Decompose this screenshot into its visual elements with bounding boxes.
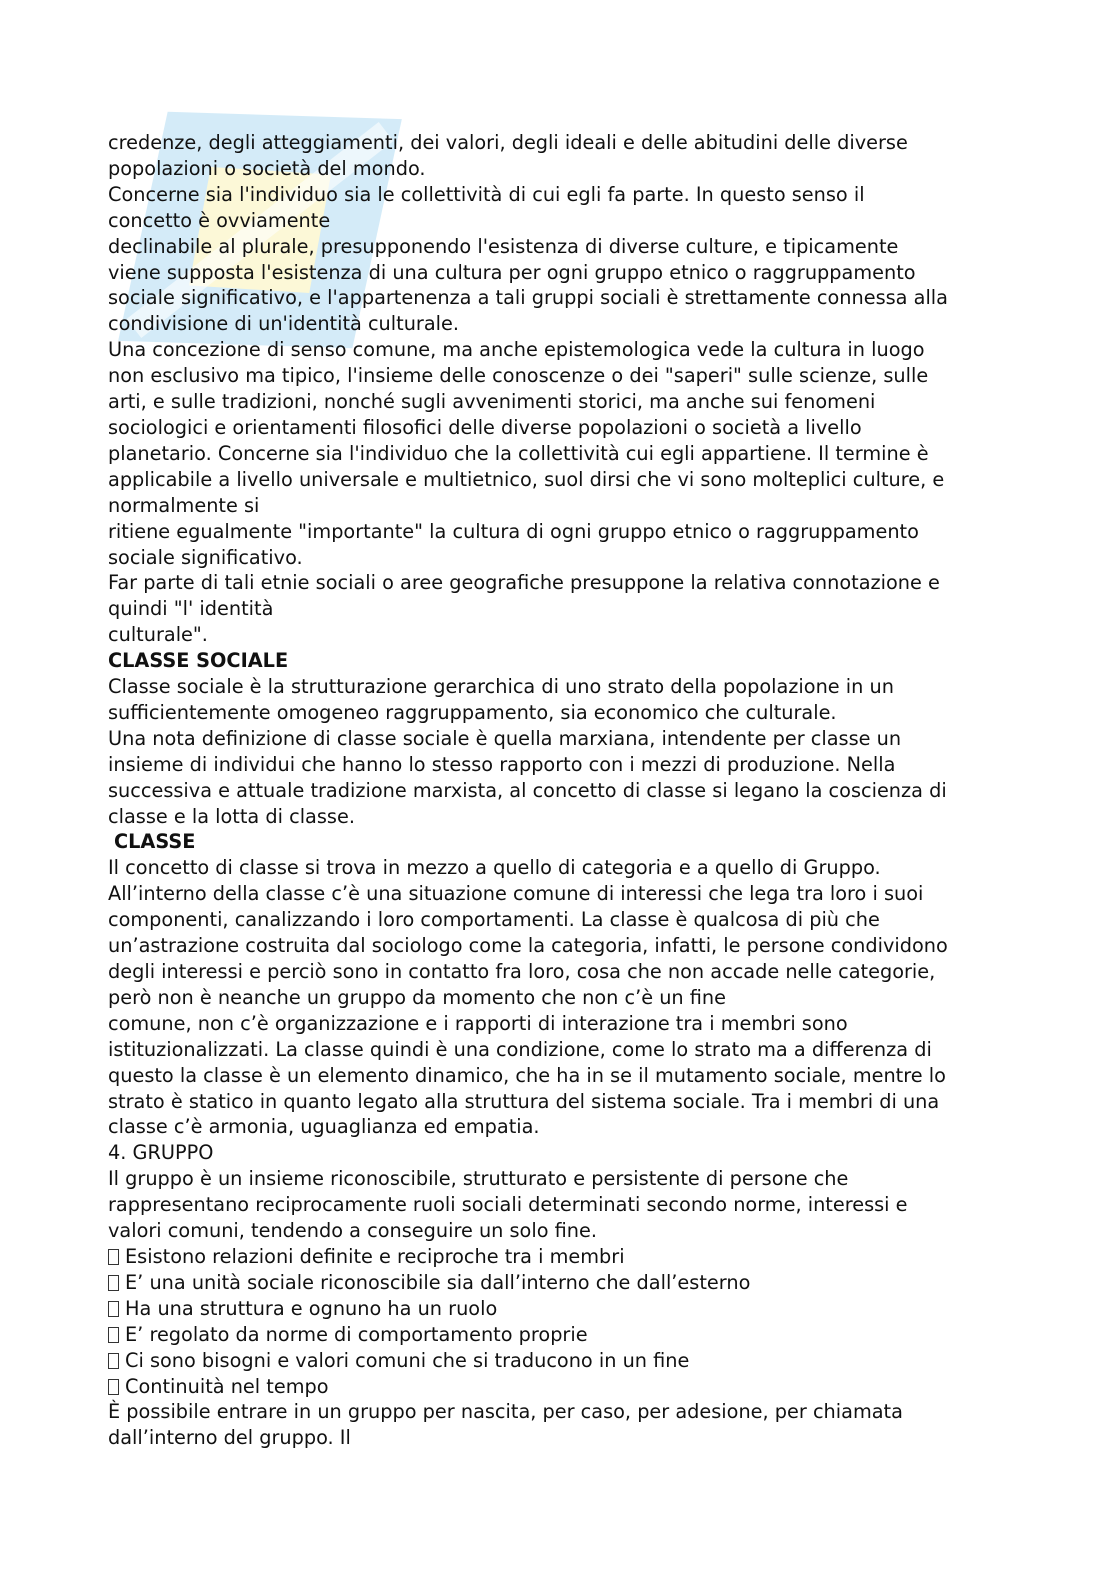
text-line: sufficientemente omogeneo raggruppamento, sia economico che culturale. [108,700,837,724]
text-line: popolazioni o società del mondo. [108,156,426,180]
text-line: declinabile al plurale, presupponendo l'esistenza di diverse culture, e tipicamente [108,234,899,258]
missing-glyph-icon [108,1327,119,1343]
text-line: culturale". [108,623,208,647]
text-line: componenti, canalizzando i loro comportamenti. La classe è qualcosa di più che [108,908,880,932]
list-item [108,1322,1008,1348]
text-line: strato è statico in quanto legato alla struttura del sistema sociale. Tra i membri di una [108,1089,940,1113]
missing-glyph-icon [108,1353,119,1369]
text-line: Il gruppo è un insieme riconoscibile, strutturato e persistente di persone che [108,1167,849,1191]
text-line: sociale significativo. [108,545,303,569]
text-line: Una nota definizione di classe sociale è quella marxiana, intendente per classe un [108,726,902,750]
text-line: un’astrazione costruita dal sociologo come la categoria, infatti, le persone condividono [108,934,948,958]
text-line: applicabile a livello universale e multietnico, suol dirsi che vi sono molteplici culture, e [108,467,945,491]
section-heading-classe-sociale: CLASSE SOCIALE [108,649,289,673]
text-line: Far parte di tali etnie sociali o aree geografiche presuppone la relativa connotazione e [108,571,940,595]
missing-glyph-icon [108,1301,119,1317]
list-item-text: Ha una struttura e ognuno ha un ruolo [125,1296,498,1320]
text-line: quindi "l' identità [108,597,274,621]
text-line: questo la classe è un elemento dinamico, che ha in se il mutamento sociale, mentre lo [108,1063,946,1087]
list-item [108,1244,1008,1270]
list-item [108,1270,1008,1296]
text-line: classe c’è armonia, uguaglianza ed empatia. [108,1115,540,1139]
text-line: classe e la lotta di classe. [108,804,355,828]
list-item [108,1296,1008,1322]
text-line: però non è neanche un gruppo da momento che non c’è un fine [108,985,726,1009]
section-heading-classe: CLASSE [114,830,196,854]
text-line: All’interno della classe c’è una situazione comune di interessi che lega tra loro i suoi [108,882,924,906]
missing-glyph-icon [108,1379,119,1395]
text-line: Il concetto di classe si trova in mezzo a quello di categoria e a quello di Gruppo. [108,856,881,880]
text-line: condivisione di un'identità culturale. [108,312,460,336]
text-line: sociologici e orientamenti filosofici delle diverse popolazioni o società a livello [108,415,862,439]
text-line: successiva e attuale tradizione marxista, al concetto di classe si legano la coscienza di [108,778,947,802]
text-line: concetto è ovviamente [108,208,331,232]
list-item [108,1348,1008,1374]
text-line: credenze, degli atteggiamenti, dei valori, degli ideali e delle abitudini delle diverse [108,131,908,154]
list-item-text: E’ regolato da norme di comportamento proprie [125,1322,588,1346]
list-item-text: Ci sono bisogni e valori comuni che si traducono in un fine [125,1348,690,1372]
list-item [108,1374,1008,1400]
text-line: Concerne sia l'individuo sia le collettività di cui egli fa parte. In questo senso il [108,182,865,206]
list-item-text: Continuità nel tempo [125,1374,329,1398]
text-line: non esclusivo ma tipico, l'insieme delle conoscenze o dei "saperi" sulle scienze, sulle [108,364,929,388]
text-line: normalmente si [108,493,260,517]
missing-glyph-icon [108,1275,119,1291]
text-line: ritiene egualmente "importante" la cultura di ogni gruppo etnico o raggruppamento [108,519,919,543]
document-body [108,130,1008,1451]
text-line: valori comuni, tendendo a conseguire un solo fine. [108,1219,597,1243]
text-line: rappresentano reciprocamente ruoli sociali determinati secondo norme, interessi e [108,1193,908,1217]
text-line: Una concezione di senso comune, ma anche epistemologica vede la cultura in luogo [108,338,925,362]
list-item-text: Esistono relazioni definite e reciproche tra i membri [125,1244,625,1268]
text-line: comune, non c’è organizzazione e i rapporti di interazione tra i membri sono [108,1011,848,1035]
text-line: Classe sociale è la strutturazione gerarchica di uno strato della popolazione in un [108,675,894,699]
text-line: sociale significativo, e l'appartenenza a tali gruppi sociali è strettamente connessa alla [108,286,948,310]
text-line: viene supposta l'esistenza di una cultura per ogni gruppo etnico o raggruppamento [108,260,916,284]
text-line: insieme di individui che hanno lo stesso rapporto con i mezzi di produzione. Nella [108,752,896,776]
section-heading-gruppo: 4. GRUPPO [108,1141,214,1165]
text-line: degli interessi e perciò sono in contatto fra loro, cosa che non accade nelle categorie, [108,960,936,983]
text-line: planetario. Concerne sia l'individuo che la collettività cui egli appartiene. Il termine è [108,441,929,465]
missing-glyph-icon [108,1249,119,1265]
text-line: arti, e sulle tradizioni, nonché sugli avvenimenti storici, ma anche sui fenomeni [108,390,876,414]
text-line: È possibile entrare in un gruppo per nascita, per caso, per adesione, per chiamata [108,1400,903,1424]
list-item-text: E’ una unità sociale riconoscibile sia dall’interno che dall’esterno [125,1270,751,1294]
text-line: istituzionalizzati. La classe quindi è una condizione, come lo strato ma a differenza di [108,1037,932,1061]
text-line: dall’interno del gruppo. Il [108,1426,351,1450]
